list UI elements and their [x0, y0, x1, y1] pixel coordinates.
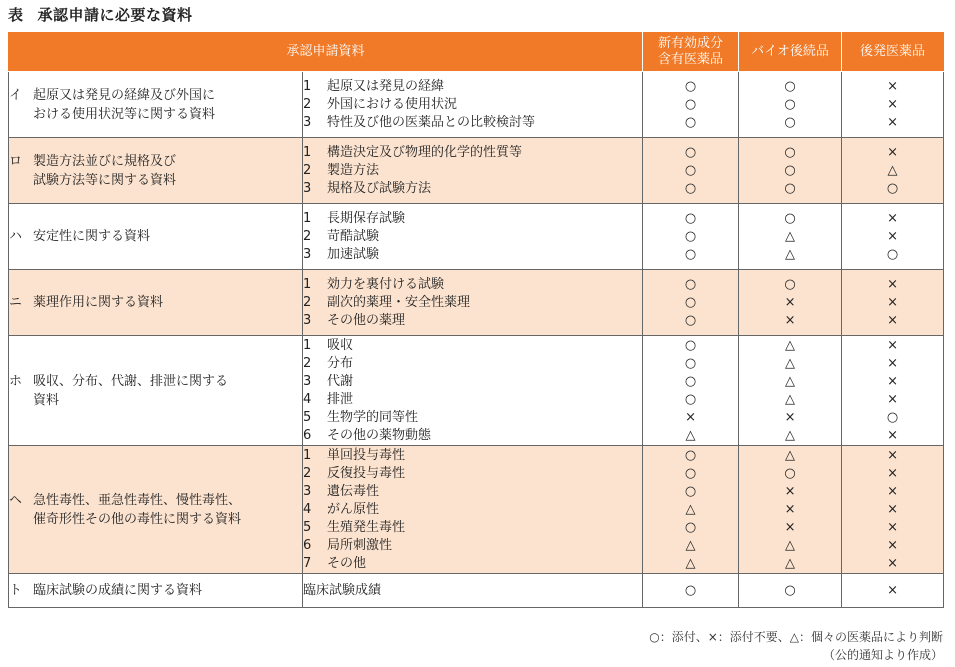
section-key: ハ [9, 229, 23, 244]
item-number: 1 [303, 447, 312, 463]
mark-biosimilar: △ [785, 355, 796, 371]
section-row [9, 446, 944, 574]
mark-biosimilar: ○ [784, 114, 796, 130]
item-label: 生物学的同等性 [327, 409, 419, 425]
mark-generic: × [887, 337, 898, 353]
section-name-line: 製造方法並びに規格及び [33, 153, 177, 169]
section-name [33, 86, 215, 124]
mark-new-active: ○ [684, 337, 697, 353]
mark-generic: × [887, 276, 898, 292]
mark-biosimilar: △ [785, 391, 796, 407]
item-line [303, 519, 642, 537]
section-items-cell [303, 270, 643, 336]
section-name-line: 急性毒性、亜急性毒性、慢性毒性、 [33, 492, 242, 508]
item-line [303, 96, 642, 114]
mark-biosimilar-cell [739, 446, 842, 574]
mark-generic: ○ [886, 180, 899, 196]
header-materials: 承認申請資料 [9, 33, 643, 72]
item-line [303, 337, 642, 355]
item-number: 6 [303, 427, 312, 443]
item-line [303, 447, 642, 465]
mark-biosimilar: ○ [784, 465, 796, 481]
footnote [649, 628, 943, 664]
mark-biosimilar-cell [739, 72, 842, 138]
section-category-cell [9, 336, 303, 446]
item-line [303, 144, 642, 162]
item-number: 1 [303, 276, 312, 292]
item-label: 生殖発生毒性 [327, 519, 406, 535]
item-label: 単回投与毒性 [327, 447, 406, 463]
mark-new-active: ○ [684, 78, 697, 94]
item-label: 局所刺激性 [327, 537, 393, 553]
mark-biosimilar: △ [785, 246, 796, 262]
item-line [303, 162, 642, 180]
mark-generic: × [887, 582, 898, 598]
mark-biosimilar: ○ [784, 276, 796, 292]
section-items-cell [303, 446, 643, 574]
mark-generic: × [887, 294, 898, 310]
mark-new-active: ○ [684, 582, 697, 598]
mark-generic: × [887, 447, 898, 463]
item-label: 規格及び試験方法 [327, 180, 432, 196]
section-row [9, 574, 944, 608]
section-name [33, 293, 163, 312]
mark-generic: × [887, 391, 898, 407]
item-label: 臨床試験成績 [303, 582, 382, 598]
mark-biosimilar: ○ [784, 78, 796, 94]
item-number: 6 [303, 537, 312, 553]
requirements-table [8, 32, 944, 608]
item-label: 吸収 [327, 337, 354, 353]
section-key: ヘ [9, 492, 23, 508]
item-line [303, 465, 642, 483]
mark-new-active: ○ [684, 373, 697, 389]
mark-generic: × [887, 210, 898, 226]
mark-generic: ○ [886, 409, 899, 425]
item-number: 1 [303, 210, 312, 226]
mark-generic-cell [842, 574, 944, 608]
mark-biosimilar: △ [785, 373, 796, 389]
item-number: 2 [303, 465, 312, 481]
item-label: 副次的薬理・安全性薬理 [327, 294, 471, 310]
mark-generic-cell [842, 270, 944, 336]
header-new-active [643, 33, 739, 72]
mark-new-active: ○ [684, 519, 697, 535]
section-name-line: 安定性に関する資料 [33, 229, 151, 244]
item-number: 5 [303, 519, 312, 535]
item-label: 起原又は発見の経緯 [327, 78, 445, 94]
section-key: ニ [9, 295, 23, 310]
section-items-cell [303, 138, 643, 204]
mark-generic: × [887, 483, 898, 499]
item-number: 2 [303, 294, 312, 310]
mark-new-active: ○ [684, 162, 697, 178]
item-number: 2 [303, 355, 312, 371]
mark-generic: × [887, 114, 898, 130]
section-row [9, 138, 944, 204]
section-name-line: 起原又は発見の経緯及び外国に [33, 87, 216, 103]
header-new-line1: 新有効成分 [658, 36, 724, 51]
section-name [33, 227, 150, 246]
mark-new-active: × [685, 409, 696, 425]
item-line [303, 276, 642, 294]
mark-biosimilar: × [784, 312, 796, 328]
mark-biosimilar: ○ [784, 96, 796, 112]
mark-generic: × [887, 465, 898, 481]
section-category-cell [9, 574, 303, 608]
item-number: 4 [303, 391, 312, 407]
section-name [33, 581, 202, 600]
mark-generic-cell [842, 336, 944, 446]
item-line [303, 180, 642, 198]
mark-new-active: ○ [684, 180, 697, 196]
section-row [9, 72, 944, 138]
mark-biosimilar-cell [739, 270, 842, 336]
item-label: 長期保存試験 [327, 210, 406, 226]
item-number: 4 [303, 501, 312, 517]
mark-new-active-cell [643, 574, 739, 608]
item-line [303, 537, 642, 555]
mark-biosimilar: ○ [784, 144, 796, 160]
mark-biosimilar: ○ [784, 162, 796, 178]
mark-biosimilar: ○ [784, 210, 796, 226]
mark-new-active: ○ [684, 276, 697, 292]
section-name-line: 資料 [33, 392, 60, 408]
mark-biosimilar: ○ [784, 180, 796, 196]
section-row [9, 204, 944, 270]
mark-generic-cell [842, 204, 944, 270]
item-line [303, 114, 642, 132]
item-number: 2 [303, 162, 312, 178]
item-line [303, 555, 642, 573]
item-number: 2 [303, 96, 312, 112]
item-number: 3 [303, 246, 312, 262]
item-number: 1 [303, 144, 312, 160]
mark-biosimilar-cell [739, 574, 842, 608]
mark-biosimilar: △ [785, 537, 796, 553]
item-number: 3 [303, 483, 312, 499]
mark-biosimilar-cell [739, 204, 842, 270]
item-label: 代謝 [327, 373, 354, 389]
mark-generic: × [887, 555, 898, 571]
mark-new-active: ○ [684, 294, 697, 310]
item-number: 1 [303, 337, 312, 353]
item-number: 7 [303, 555, 312, 571]
section-category-cell [9, 138, 303, 204]
item-line [303, 228, 642, 246]
mark-new-active-cell [643, 446, 739, 574]
section-name-line: 催奇形性その他の毒性に関する資料 [33, 511, 242, 527]
mark-new-active: △ [685, 555, 696, 571]
header-row [9, 33, 944, 72]
section-category-cell [9, 204, 303, 270]
item-line [303, 483, 642, 501]
footnote-legend: ○：添付、×：添付不要、△：個々の医薬品により判断 [649, 630, 943, 644]
item-line [303, 427, 642, 445]
mark-biosimilar-cell [739, 138, 842, 204]
section-category-cell [9, 446, 303, 574]
section-key: ホ [9, 373, 23, 389]
item-label: その他の薬物動態 [327, 427, 432, 443]
header-biosimilar: バイオ後続品 [739, 33, 842, 72]
item-line [303, 246, 642, 264]
section-name-line: 試験方法等に関する資料 [33, 172, 177, 188]
mark-generic: × [887, 537, 898, 553]
caption-title: 承認申請に必要な資料 [37, 6, 193, 24]
item-line [303, 78, 642, 96]
mark-new-active-cell [643, 336, 739, 446]
mark-generic: × [887, 519, 898, 535]
mark-biosimilar: △ [785, 427, 796, 443]
item-label: 排泄 [327, 391, 354, 407]
header-generic: 後発医薬品 [842, 33, 944, 72]
mark-new-active-cell [643, 270, 739, 336]
mark-new-active: ○ [684, 465, 697, 481]
table-caption [8, 4, 193, 25]
item-number: 3 [303, 312, 312, 328]
item-line [303, 373, 642, 391]
mark-new-active-cell [643, 204, 739, 270]
item-number: 1 [303, 78, 312, 94]
mark-new-active: ○ [684, 210, 697, 226]
item-label: がん原性 [327, 501, 380, 517]
mark-generic: × [887, 312, 898, 328]
mark-biosimilar: △ [785, 555, 796, 571]
caption-label: 表 [8, 6, 24, 24]
mark-generic: △ [887, 162, 898, 178]
header-new-line2: 含有医薬品 [658, 52, 724, 67]
mark-new-active: ○ [684, 391, 697, 407]
mark-biosimilar: ○ [784, 582, 796, 598]
section-row [9, 270, 944, 336]
item-number: 5 [303, 409, 312, 425]
section-name [33, 152, 176, 190]
mark-generic: × [887, 96, 898, 112]
mark-biosimilar: × [784, 501, 796, 517]
mark-generic: × [887, 144, 898, 160]
section-name-line: 臨床試験の成績に関する資料 [33, 583, 203, 598]
mark-generic-cell [842, 138, 944, 204]
mark-new-active: ○ [684, 246, 697, 262]
mark-new-active: ○ [684, 312, 697, 328]
mark-biosimilar: × [784, 519, 796, 535]
section-items-cell [303, 574, 643, 608]
mark-generic: × [887, 228, 898, 244]
item-label: その他 [327, 555, 367, 571]
mark-biosimilar: △ [785, 447, 796, 463]
section-name-line: 薬理作用に関する資料 [33, 295, 164, 310]
footnote-source: （公的通知より作成） [822, 648, 943, 662]
item-number: 3 [303, 114, 312, 130]
item-line [303, 294, 642, 312]
mark-new-active: ○ [684, 114, 697, 130]
item-label: 遺伝毒性 [327, 483, 380, 499]
mark-new-active-cell [643, 72, 739, 138]
mark-new-active: △ [685, 501, 696, 517]
mark-generic: × [887, 501, 898, 517]
mark-generic: ○ [886, 246, 899, 262]
mark-biosimilar: △ [785, 337, 796, 353]
section-items-cell [303, 336, 643, 446]
section-name [33, 372, 228, 410]
mark-new-active: ○ [684, 355, 697, 371]
mark-generic: × [887, 373, 898, 389]
mark-new-active: ○ [684, 228, 697, 244]
item-number: 3 [303, 180, 312, 196]
item-label: 外国における使用状況 [327, 96, 458, 112]
item-line [303, 355, 642, 373]
mark-new-active: △ [685, 537, 696, 553]
section-items-cell [303, 72, 643, 138]
mark-biosimilar: × [784, 409, 796, 425]
section-key: イ [9, 87, 23, 103]
section-category-cell [9, 270, 303, 336]
item-number: 2 [303, 228, 312, 244]
mark-generic-cell [842, 446, 944, 574]
item-line [303, 210, 642, 228]
item-label: 特性及び他の医薬品との比較検討等 [327, 114, 536, 130]
item-line [303, 391, 642, 409]
item-label: 反復投与毒性 [327, 465, 406, 481]
item-line [303, 409, 642, 427]
item-line [303, 582, 642, 600]
item-label: 構造決定及び物理的化学的性質等 [327, 144, 523, 160]
section-category-cell [9, 72, 303, 138]
mark-new-active: ○ [684, 96, 697, 112]
section-key: ロ [9, 153, 23, 169]
section-items-cell [303, 204, 643, 270]
item-line [303, 501, 642, 519]
mark-new-active: △ [685, 427, 696, 443]
mark-generic-cell [842, 72, 944, 138]
mark-biosimilar: × [784, 483, 796, 499]
item-label: 加速試験 [327, 246, 380, 262]
item-line [303, 312, 642, 330]
section-name-line: 吸収、分布、代謝、排泄に関する [33, 373, 229, 389]
item-number: 3 [303, 373, 312, 389]
mark-generic: × [887, 78, 898, 94]
mark-generic: × [887, 427, 898, 443]
item-label: 苛酷試験 [327, 228, 380, 244]
item-label: 効力を裏付ける試験 [327, 276, 445, 292]
mark-new-active: ○ [684, 447, 697, 463]
mark-biosimilar: × [784, 294, 796, 310]
item-label: 製造方法 [327, 162, 380, 178]
mark-new-active: ○ [684, 483, 697, 499]
section-key: ト [9, 583, 23, 598]
section-name-line: おける使用状況等に関する資料 [33, 106, 216, 122]
mark-new-active: ○ [684, 144, 697, 160]
item-label: その他の薬理 [327, 312, 406, 328]
section-name [33, 491, 241, 529]
section-row [9, 336, 944, 446]
mark-biosimilar-cell [739, 336, 842, 446]
item-label: 分布 [327, 355, 354, 371]
mark-biosimilar: △ [785, 228, 796, 244]
mark-new-active-cell [643, 138, 739, 204]
mark-generic: × [887, 355, 898, 371]
